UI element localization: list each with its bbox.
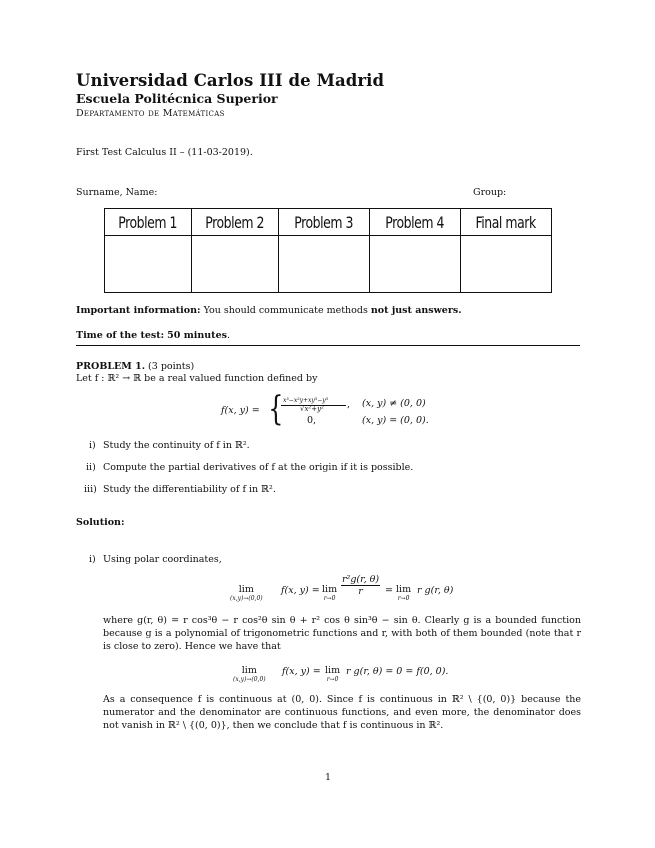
time-info: Time of the test: 50 minutes. <box>76 330 230 341</box>
case2-value: 0, <box>307 415 317 426</box>
grades-score-cell <box>105 236 192 293</box>
grades-table <box>104 208 552 293</box>
solution-paragraph-2: As a consequence f is continuous at (0, 0). Since f is continuous in ℝ² \ {(0, 0)} because the numerator and the denominator are continuous functions, and even more, the denominator does not vanish in ℝ² \ {(0, 0)}, then we conclude that f is continuous in ℝ². <box>103 694 581 731</box>
eq2-limit: lim (x,y)→(0,0) <box>233 665 266 683</box>
grades-score-cell <box>192 236 279 293</box>
eq1-function: f(x, y) = <box>281 585 320 596</box>
problem-statement: Let f : ℝ² → ℝ be a real valued function defined by <box>76 373 318 384</box>
group-label: Group: <box>473 187 507 198</box>
page-number: 1 <box>325 772 332 783</box>
case1-comma: , <box>347 399 351 410</box>
piecewise-brace: { <box>268 389 284 429</box>
grades-header-cell: Problem 2 <box>192 209 279 236</box>
eq2-rhs: r g(r, θ) = 0 = f(0, 0). <box>346 666 449 677</box>
case1-numerator: x³−x²y+xy³−y³ <box>283 397 329 404</box>
grades-score-cell <box>461 236 552 293</box>
grades-score-cell <box>279 236 370 293</box>
important-info: Important information: You should communicate methods not just answers. <box>76 305 462 316</box>
school-name: Escuela Politécnica Superior <box>76 91 278 106</box>
eq1-fraction: $\frac{\text{r²g(r, θ)}}{r}$ <box>342 574 380 597</box>
eq1-equals: = <box>385 585 393 596</box>
surname-label: Surname, Name: <box>76 187 158 198</box>
item-label: iii) <box>84 484 97 495</box>
grades-header-cell: Problem 4 <box>370 209 461 236</box>
grades-score-row <box>105 236 552 293</box>
grades-header-row <box>105 209 552 236</box>
eq2-function: f(x, y) = <box>282 666 321 677</box>
university-name: Universidad Carlos III de Madrid <box>76 71 385 90</box>
problem-heading: PROBLEM 1. (3 points) <box>76 361 195 372</box>
grades-header-cell: Problem 1 <box>105 209 192 236</box>
eq2-limit-r: lim r→0 <box>325 665 341 683</box>
case1-denominator: √x²+y² <box>300 405 324 413</box>
eq1-limit-r2: lim r→0 <box>396 584 412 602</box>
case1-condition: (x, y) ≠ (0, 0) <box>362 398 426 409</box>
section-divider <box>76 345 580 346</box>
function-lhs: f(x, y) = <box>221 405 260 416</box>
solution-paragraph-1: where g(r, θ) = r cos³θ − r cos²θ sin θ + r² cos θ sin³θ − sin θ. Clearly g is a bounded function because g is a polynomial of trigonometric functions and r, with both of them bounded (note that r is close to zero). Hence we have that <box>103 615 581 652</box>
case2-condition: (x, y) = (0, 0). <box>362 415 429 426</box>
grades-header-cell: Problem 3 <box>279 209 370 236</box>
eq1-limit: lim (x,y)→(0,0) <box>230 584 263 602</box>
eq1-rhs: r g(r, θ) <box>417 585 454 596</box>
solution-item-label: i) <box>89 554 96 565</box>
department-name: Departamento de Matemáticas <box>76 108 225 119</box>
exam-title: First Test Calculus II – (11-03-2019). <box>76 147 253 158</box>
solution-intro: Using polar coordinates, <box>103 554 222 565</box>
item-text: Study the differentiability of f in ℝ². <box>103 484 276 495</box>
grades-score-cell <box>370 236 461 293</box>
item-text: Compute the partial derivatives of f at the origin if it is possible. <box>103 462 414 473</box>
eq1-limit-r: lim r→0 <box>322 584 338 602</box>
item-text: Study the continuity of f in ℝ². <box>103 440 250 451</box>
item-label: ii) <box>86 462 96 473</box>
solution-heading: Solution: <box>76 517 125 528</box>
grades-header-cell: Final mark <box>461 209 552 236</box>
item-label: i) <box>89 440 96 451</box>
